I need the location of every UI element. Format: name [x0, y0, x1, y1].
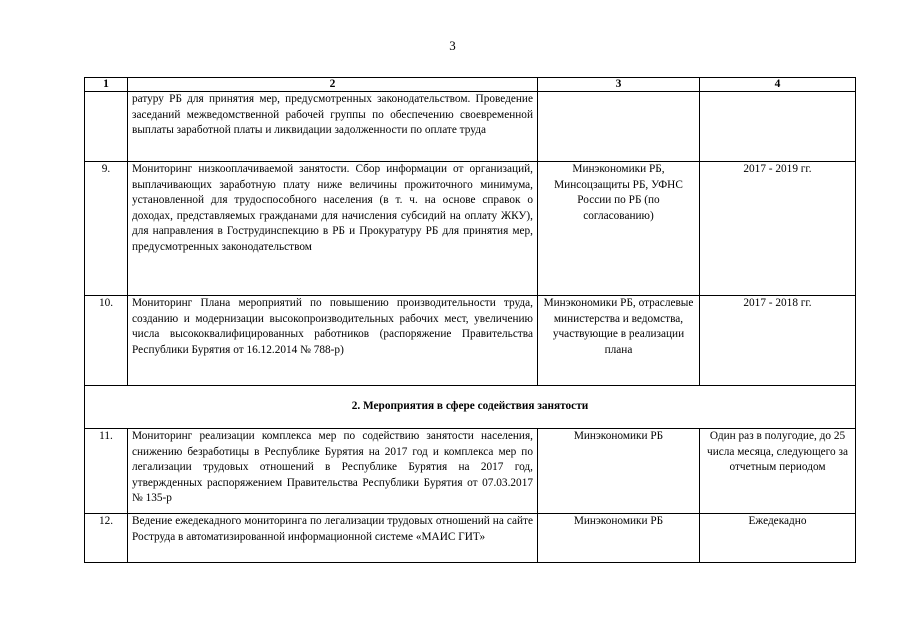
table-row [85, 514, 856, 563]
period-cell: 2017 - 2018 гг. [700, 296, 856, 386]
column-header: 3 [538, 78, 700, 92]
responsible-cell: Минэкономики РБ, отраслевые министерства и ведомства, участвующие в реализации плана [538, 296, 700, 386]
period-cell: 2017 - 2019 гг. [700, 162, 856, 296]
measure-description: Мониторинг низкооплачиваемой занятости. Сбор информации от организаций, выплачивающих заработную плату ниже величины прожиточного минимума, установленной для трудоспособного населения (в т. ч. на основе справок о доходах, представляемых гражданами для начисления субсидий на оплату ЖКУ), для направления в Гострудинспекцию в РБ и Прокуратуру РБ для принятия мер, предусмотренных законодательством [128, 162, 538, 296]
responsible-cell: Минэкономики РБ [538, 514, 700, 563]
section-row [85, 386, 856, 429]
table-header-row [85, 78, 856, 92]
column-header: 4 [700, 78, 856, 92]
measure-description: Ведение ежедекадного мониторинга по легализации трудовых отношений на сайте Роструда в автоматизированной информационной системе «МАИС ГИТ» [128, 514, 538, 563]
measure-description: Мониторинг реализации комплекса мер по содействию занятости населения, снижению безработицы в Республике Бурятия на 2017 год и комплекса мер по легализации трудовых отношений в Республике Бурятия на 2017 год, утвержденных распоряжением Правительства Республики Бурятия от 07.03.2017 № 135-р [128, 429, 538, 514]
column-header: 2 [128, 78, 538, 92]
period-cell: Ежедекадно [700, 514, 856, 563]
measure-description: Мониторинг Плана мероприятий по повышению производительности труда, созданию и модернизации высокопроизводительных рабочих мест, увеличению числа высококвалифицированных работников (распоряжение Правительства Республики Бурятия от 16.12.2014 № 788-р) [128, 296, 538, 386]
row-number: 12. [85, 514, 128, 563]
table-row [85, 429, 856, 514]
table-row [85, 92, 856, 162]
row-number: 10. [85, 296, 128, 386]
table-row [85, 162, 856, 296]
measures-table [84, 77, 856, 563]
responsible-cell [538, 92, 700, 162]
responsible-cell: Минэкономики РБ, Минсоцзащиты РБ, УФНС России по РБ (по согласованию) [538, 162, 700, 296]
period-cell [700, 92, 856, 162]
row-number: 11. [85, 429, 128, 514]
row-number [85, 92, 128, 162]
column-header: 1 [85, 78, 128, 92]
measure-description: ратуру РБ для принятия мер, предусмотренных законодательством. Проведение заседаний межведомственной рабочей группы по обеспечению своевременной выплаты заработной платы и ликвидации задолженности по оплате труда [128, 92, 538, 162]
row-number: 9. [85, 162, 128, 296]
section-title: 2. Мероприятия в сфере содействия занятости [85, 386, 856, 429]
page-number: 3 [449, 38, 456, 53]
responsible-cell: Минэкономики РБ [538, 429, 700, 514]
table-row [85, 296, 856, 386]
period-cell: Один раз в полугодие, до 25 числа месяца, следующего за отчетным периодом [700, 429, 856, 514]
